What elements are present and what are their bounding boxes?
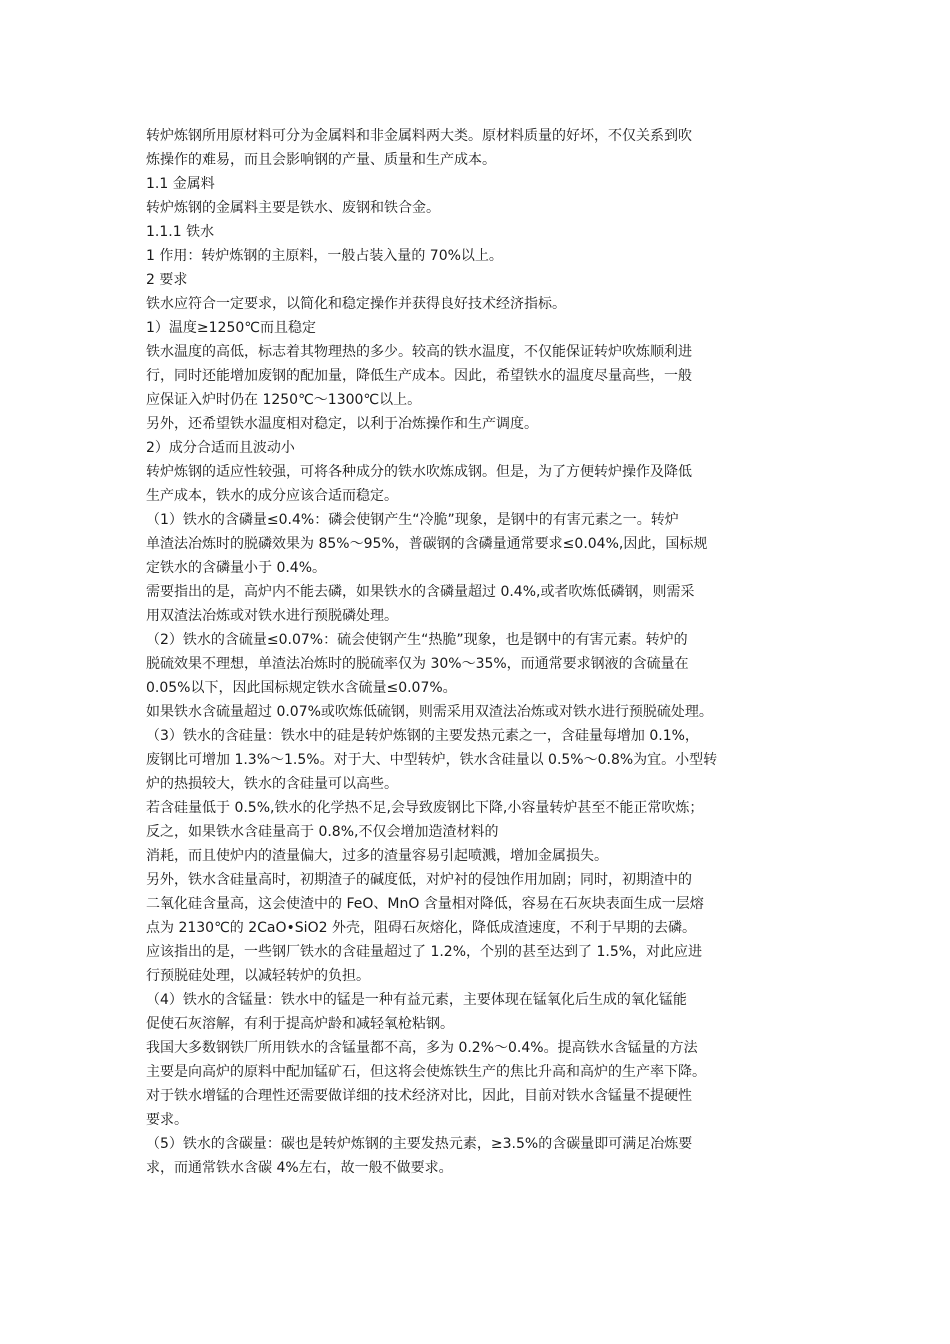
text-line: 转炉炼钢所用原材料可分为金属料和非金属料两大类。原材料质量的好坏，不仅关系到吹 — [146, 128, 692, 144]
text-line: 炉的热损较大，铁水的含硅量可以高些。 — [146, 776, 398, 792]
text-line: 炼操作的难易，而且会影响钢的产量、质量和生产成本。 — [146, 152, 496, 168]
paragraph — [146, 508, 810, 580]
paragraph — [146, 220, 810, 244]
text-line: 对于铁水增锰的合理性还需要做详细的技术经济对比，因此，目前对铁水含锰量不提硬性 — [146, 1088, 692, 1104]
text-line: （1）铁水的含磷量≤0.4%：磷会使钢产生“冷脆”现象，是钢中的有害元素之一。转炉 — [146, 512, 679, 528]
paragraph — [146, 700, 810, 724]
document-page — [146, 124, 810, 1180]
paragraph — [146, 940, 810, 988]
text-line: 消耗，而且使炉内的渣量偏大，过多的渣量容易引起喷溅，增加金属损失。 — [146, 848, 608, 864]
text-line: 转炉炼钢的金属料主要是铁水、废钢和铁合金。 — [146, 200, 440, 216]
text-line: 二氧化硅含量高，这会使渣中的 FeO、MnO 含量相对降低，容易在石灰块表面生成一层熔 — [146, 896, 704, 912]
paragraph — [146, 1036, 810, 1132]
text-line: 脱硫效果不理想，单渣法冶炼时的脱硫率仅为 30%～35%，而通常要求钢液的含硫量在 — [146, 656, 689, 672]
text-line: 2 要求 — [146, 272, 188, 288]
text-line: 求，而通常铁水含碳 4%左右，故一般不做要求。 — [146, 1160, 453, 1176]
text-line: 铁水应符合一定要求，以简化和稳定操作并获得良好技术经济指标。 — [146, 296, 566, 312]
text-line: 另外，铁水含硅量高时，初期渣子的碱度低，对炉衬的侵蚀作用加剧；同时，初期渣中的 — [146, 872, 692, 888]
text-line: 促使石灰溶解，有利于提高炉龄和减轻氧枪粘钢。 — [146, 1016, 454, 1032]
paragraph — [146, 1132, 810, 1180]
text-line: 1 作用：转炉炼钢的主原料，一般占装入量的 70%以上。 — [146, 248, 503, 264]
text-line: 应该指出的是，一些钢厂铁水的含硅量超过了 1.2%，个别的甚至达到了 1.5%，对此应进 — [146, 944, 703, 960]
text-line: 需要指出的是，高炉内不能去磷，如果铁水的含磷量超过 0.4%,或者吹炼低磷钢，则需采 — [146, 584, 695, 600]
paragraph — [146, 628, 810, 700]
text-line: 铁水温度的高低，标志着其物理热的多少。较高的铁水温度，不仅能保证转炉吹炼顺利进 — [146, 344, 692, 360]
paragraph — [146, 412, 810, 436]
paragraph — [146, 868, 810, 940]
text-line: 另外，还希望铁水温度相对稳定，以利于冶炼操作和生产调度。 — [146, 416, 538, 432]
text-line: 废钢比可增加 1.3%～1.5%。对于大、中型转炉，铁水含硅量以 0.5%～0.8%为宜。小型转 — [146, 752, 718, 768]
text-line: 如果铁水含硫量超过 0.07%或吹炼低硫钢，则需采用双渣法冶炼或对铁水进行预脱硫处理。 — [146, 704, 713, 720]
text-line: 1.1 金属料 — [146, 176, 215, 192]
text-line: 行预脱硅处理，以减轻转炉的负担。 — [146, 968, 370, 984]
text-line: 0.05%以下，因此国标规定铁水含硫量≤0.07%。 — [146, 680, 457, 696]
text-line: 若含硅量低于 0.5%,铁水的化学热不足,会导致废钢比下降,小容量转炉甚至不能正常吹炼； — [146, 800, 704, 816]
paragraph — [146, 244, 810, 268]
text-line: 用双渣法冶炼或对铁水进行预脱磷处理。 — [146, 608, 398, 624]
text-line: 反之，如果铁水含硅量高于 0.8%,不仅会增加造渣材料的 — [146, 824, 499, 840]
paragraph — [146, 580, 810, 628]
paragraph — [146, 124, 810, 172]
text-line: 要求。 — [146, 1112, 188, 1128]
paragraph — [146, 316, 810, 340]
text-line: 主要是向高炉的原料中配加锰矿石，但这将会使炼铁生产的焦比升高和高炉的生产率下降。 — [146, 1064, 706, 1080]
text-line: 1.1.1 铁水 — [146, 224, 215, 240]
text-line: （3）铁水的含硅量：铁水中的硅是转炉炼钢的主要发热元素之一，含硅量每增加 0.1%， — [146, 728, 699, 744]
paragraph — [146, 436, 810, 460]
paragraph — [146, 268, 810, 292]
text-line: 点为 2130℃的 2CaO•SiO2 外壳，阻碍石灰熔化，降低成渣速度，不利于早期的去磷。 — [146, 920, 696, 936]
text-line: 单渣法冶炼时的脱磷效果为 85%～95%，普碳钢的含磷量通常要求≤0.04%,因此，国标规 — [146, 536, 708, 552]
paragraph — [146, 172, 810, 196]
paragraph — [146, 844, 810, 868]
paragraph — [146, 292, 810, 316]
paragraph — [146, 460, 810, 508]
text-line: 应保证入炉时仍在 1250℃～1300℃以上。 — [146, 392, 422, 408]
paragraph — [146, 196, 810, 220]
text-line: （4）铁水的含锰量：铁水中的锰是一种有益元素，主要体现在锰氧化后生成的氧化锰能 — [146, 992, 687, 1008]
text-line: （2）铁水的含硫量≤0.07%：硫会使钢产生“热脆”现象，也是钢中的有害元素。转炉的 — [146, 632, 688, 648]
paragraph — [146, 340, 810, 412]
paragraph — [146, 988, 810, 1036]
text-line: 2）成分合适而且波动小 — [146, 440, 295, 456]
text-line: 我国大多数钢铁厂所用铁水的含锰量都不高，多为 0.2%～0.4%。提高铁水含锰量的方法 — [146, 1040, 698, 1056]
text-line: 定铁水的含磷量小于 0.4%。 — [146, 560, 327, 576]
paragraph — [146, 796, 810, 844]
text-line: （5）铁水的含碳量：碳也是转炉炼钢的主要发热元素，≥3.5%的含碳量即可满足冶炼要 — [146, 1136, 693, 1152]
paragraph — [146, 724, 810, 796]
text-line: 1）温度≥1250℃而且稳定 — [146, 320, 316, 336]
text-line: 转炉炼钢的适应性较强，可将各种成分的铁水吹炼成钢。但是，为了方便转炉操作及降低 — [146, 464, 692, 480]
text-line: 生产成本，铁水的成分应该合适而稳定。 — [146, 488, 398, 504]
text-line: 行，同时还能增加废钢的配加量，降低生产成本。因此，希望铁水的温度尽量高些，一般 — [146, 368, 692, 384]
